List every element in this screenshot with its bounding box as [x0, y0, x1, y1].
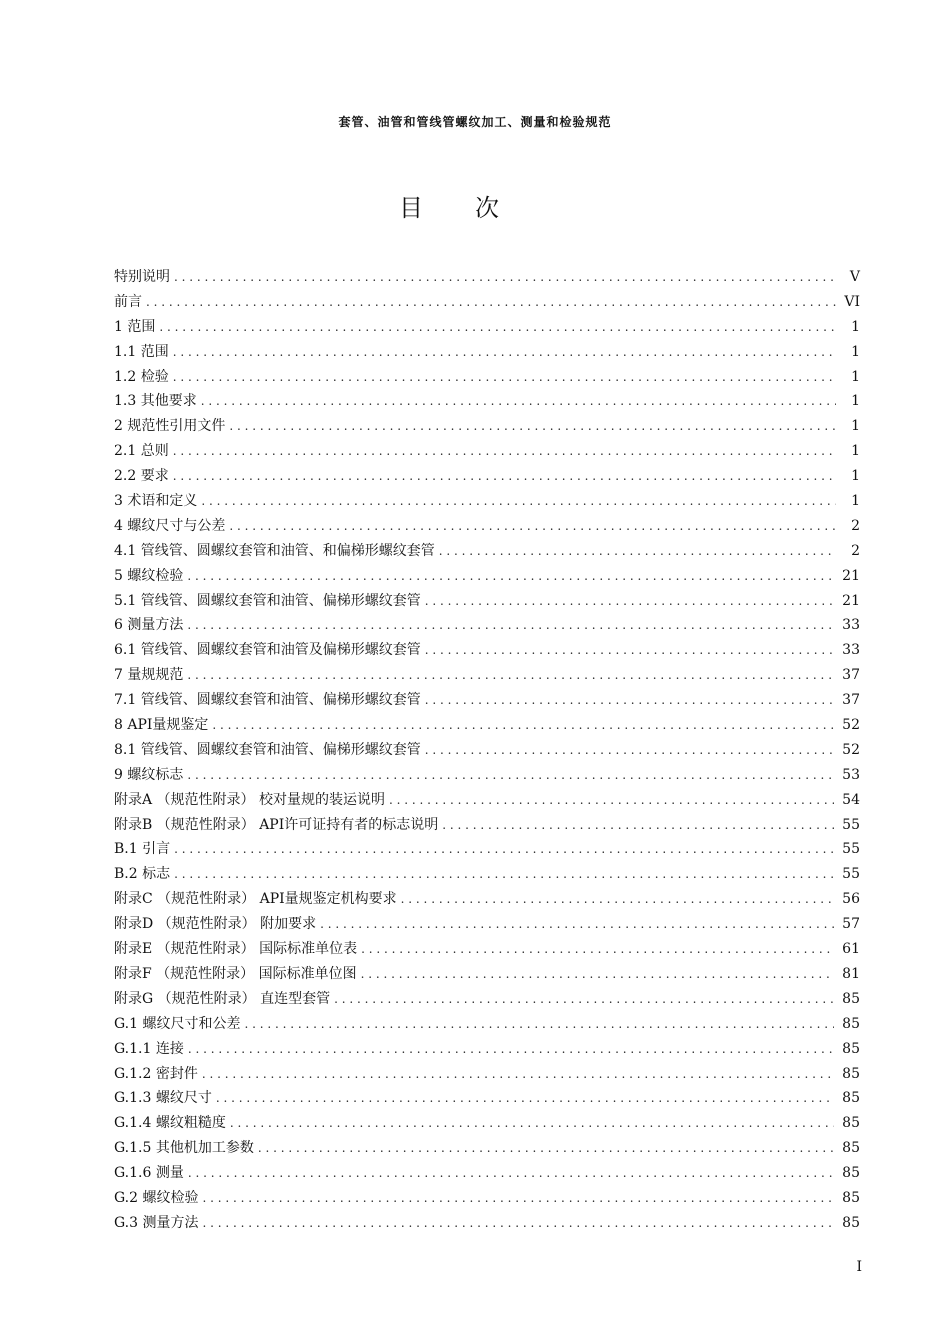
toc-entry-label: 2.1 总则: [114, 443, 169, 460]
toc-entry-page: 54: [842, 791, 860, 808]
toc-entry-page: 85: [842, 990, 860, 1007]
toc-entry[interactable]: [114, 938, 860, 963]
toc-entry-page: 2: [851, 542, 860, 559]
toc-entry-page: 81: [842, 965, 860, 982]
toc-entry-label: 附录G （规范性附录） 直连型套管: [114, 990, 331, 1007]
toc-entry[interactable]: [114, 639, 860, 664]
toc-entry[interactable]: [114, 1038, 860, 1063]
toc-entry-label: 3 术语和定义: [114, 493, 198, 510]
toc-leader-dots: [173, 444, 836, 458]
toc-entry-label: 6 测量方法: [114, 617, 184, 634]
toc-entry-label: 附录A （规范性附录） 校对量规的装运说明: [114, 791, 386, 808]
toc-leader-dots: [229, 419, 836, 433]
toc-entry-label: G.1.4 螺纹粗糙度: [114, 1115, 226, 1132]
toc-entry[interactable]: [114, 291, 860, 316]
toc-entry-label: 5.1 管线管、圆螺纹套管和油管、偏梯形螺纹套管: [114, 592, 421, 609]
toc-entry-page: 55: [842, 816, 860, 833]
toc-entry[interactable]: [114, 764, 860, 789]
toc-entry-label: G.1.6 测量: [114, 1165, 184, 1182]
toc-leader-dots: [425, 693, 834, 707]
toc-leader-dots: [389, 793, 834, 807]
toc-entry-label: G.1.2 密封件: [114, 1065, 198, 1082]
toc-leader-dots: [174, 270, 836, 284]
toc-entry[interactable]: [114, 838, 860, 863]
toc-entry-page: 1: [851, 418, 860, 435]
toc-entry[interactable]: [114, 1087, 860, 1112]
toc-entry[interactable]: [114, 789, 860, 814]
toc-leader-dots: [229, 519, 836, 533]
toc-entry[interactable]: [114, 963, 860, 988]
toc-entry-label: 4.1 管线管、圆螺纹套管和油管、和偏梯形螺纹套管: [114, 542, 435, 559]
toc-entry[interactable]: [114, 689, 860, 714]
toc-entry-label: 7.1 管线管、圆螺纹套管和油管、偏梯形螺纹套管: [114, 692, 421, 709]
toc-entry-label: 附录B （规范性附录） API许可证持有者的标志说明: [114, 816, 439, 833]
toc-entry-label: 7 量规规范: [114, 667, 184, 684]
toc-leader-dots: [258, 1141, 834, 1155]
toc-entry[interactable]: [114, 614, 860, 639]
toc-entry-label: 9 螺纹标志: [114, 766, 184, 783]
toc-entry-page: 85: [842, 1090, 860, 1107]
toc-leader-dots: [174, 842, 834, 856]
toc-entry-label: 4 螺纹尺寸与公差: [114, 517, 226, 534]
toc-leader-dots: [203, 1216, 835, 1230]
toc-entry[interactable]: [114, 316, 860, 341]
toc-leader-dots: [187, 668, 834, 682]
toc-entry-page: 33: [842, 642, 860, 659]
toc-entry[interactable]: [114, 664, 860, 689]
toc-entry[interactable]: [114, 1112, 860, 1137]
toc-entry-page: 1: [851, 493, 860, 510]
table-of-contents: [114, 266, 860, 1237]
toc-entry[interactable]: [114, 1137, 860, 1162]
toc-entry-label: 8 API量规鉴定: [114, 717, 209, 734]
toc-entry-label: 1 范围: [114, 318, 156, 335]
toc-leader-dots: [216, 1091, 834, 1105]
toc-entry-page: 85: [842, 1040, 860, 1057]
toc-entry-page: 21: [842, 592, 860, 609]
toc-leader-dots: [173, 469, 836, 483]
toc-entry-page: 37: [842, 667, 860, 684]
toc-entry[interactable]: [114, 415, 860, 440]
toc-leader-dots: [212, 718, 834, 732]
toc-entry-page: 2: [851, 517, 860, 534]
toc-entry-label: 附录F （规范性附录） 国际标准单位图: [114, 965, 357, 982]
toc-entry-page: 1: [851, 443, 860, 460]
toc-entry-label: 2.2 要求: [114, 468, 169, 485]
toc-leader-dots: [230, 1116, 834, 1130]
toc-leader-dots: [202, 1067, 834, 1081]
toc-entry[interactable]: [114, 465, 860, 490]
toc-entry-page: 85: [842, 1189, 860, 1206]
toc-entry[interactable]: [114, 888, 860, 913]
toc-leader-dots: [401, 892, 835, 906]
toc-entry[interactable]: [114, 739, 860, 764]
toc-entry-page: V: [849, 269, 860, 285]
toc-entry-label: 2 规范性引用文件: [114, 418, 226, 435]
toc-entry-label: 1.3 其他要求: [114, 393, 197, 410]
toc-entry[interactable]: [114, 515, 860, 540]
toc-entry-label: 附录D （规范性附录） 附加要求: [114, 916, 317, 933]
toc-leader-dots: [201, 394, 836, 408]
toc-leader-dots: [173, 370, 836, 384]
page-number: I: [856, 1259, 862, 1275]
toc-entry-page: 21: [842, 567, 860, 584]
toc-entry-page: 1: [851, 468, 860, 485]
toc-leader-dots: [425, 594, 834, 608]
toc-entry[interactable]: [114, 988, 860, 1013]
toc-leader-dots: [188, 1166, 834, 1180]
toc-entry-label: 附录E （规范性附录） 国际标准单位表: [114, 941, 358, 958]
toc-entry[interactable]: [114, 565, 860, 590]
toc-entry[interactable]: [114, 390, 860, 415]
toc-entry-label: 1.1 范围: [114, 343, 169, 360]
toc-entry[interactable]: [114, 863, 860, 888]
running-header: 套管、油管和管线管螺纹加工、测量和检验规范: [338, 115, 612, 129]
toc-entry[interactable]: [114, 714, 860, 739]
toc-leader-dots: [159, 320, 836, 334]
toc-entry-page: 37: [842, 692, 860, 709]
toc-leader-dots: [187, 768, 834, 782]
toc-entry[interactable]: [114, 1212, 860, 1237]
toc-entry-label: 特别说明: [114, 269, 170, 285]
toc-entry-page: 85: [842, 1140, 860, 1157]
toc-entry-page: 1: [851, 318, 860, 335]
toc-leader-dots: [361, 942, 834, 956]
toc-leader-dots: [187, 618, 834, 632]
toc-entry-page: 1: [851, 368, 860, 385]
toc-entry-label: G.2 螺纹检验: [114, 1189, 199, 1206]
toc-entry[interactable]: [114, 266, 860, 291]
toc-entry-page: 85: [842, 1214, 860, 1231]
toc-entry[interactable]: [114, 1187, 860, 1212]
toc-entry[interactable]: [114, 490, 860, 515]
toc-entry[interactable]: [114, 341, 860, 366]
toc-entry-page: 61: [842, 941, 860, 958]
toc-leader-dots: [174, 867, 834, 881]
toc-leader-dots: [146, 295, 836, 309]
toc-entry-page: VI: [844, 293, 860, 310]
toc-leader-dots: [187, 569, 834, 583]
toc-leader-dots: [203, 1191, 835, 1205]
toc-entry-page: 52: [842, 717, 860, 734]
toc-entry-label: G.1.5 其他机加工参数: [114, 1140, 254, 1157]
toc-entry-label: 附录C （规范性附录） API量规鉴定机构要求: [114, 891, 397, 908]
toc-entry[interactable]: [114, 1013, 860, 1038]
toc-entry-page: 85: [842, 1115, 860, 1132]
toc-entry-label: B.2 标志: [114, 866, 171, 883]
toc-entry-label: 8.1 管线管、圆螺纹套管和油管、偏梯形螺纹套管: [114, 741, 421, 758]
toc-entry[interactable]: [114, 440, 860, 465]
toc-leader-dots: [334, 992, 834, 1006]
toc-entry-label: 前言: [114, 293, 142, 310]
toc-entry-page: 53: [842, 766, 860, 783]
toc-entry-page: 55: [842, 866, 860, 883]
toc-entry-label: 5 螺纹检验: [114, 567, 184, 584]
toc-entry-page: 1: [851, 393, 860, 410]
toc-leader-dots: [188, 1042, 834, 1056]
toc-entry-label: G.1.1 连接: [114, 1040, 184, 1057]
toc-leader-dots: [245, 1017, 835, 1031]
toc-leader-dots: [439, 544, 836, 558]
toc-leader-dots: [201, 494, 836, 508]
toc-entry[interactable]: [114, 1063, 860, 1088]
toc-entry-page: 52: [842, 741, 860, 758]
toc-entry[interactable]: [114, 814, 860, 839]
toc-entry-page: 85: [842, 1015, 860, 1032]
toc-entry-label: 6.1 管线管、圆螺纹套管和油管及偏梯形螺纹套管: [114, 642, 421, 659]
toc-leader-dots: [320, 917, 834, 931]
toc-entry-page: 85: [842, 1165, 860, 1182]
toc-entry[interactable]: [114, 540, 860, 565]
toc-entry[interactable]: [114, 1162, 860, 1187]
toc-leader-dots: [442, 818, 834, 832]
toc-title: 目次: [399, 194, 551, 222]
toc-entry-label: 1.2 检验: [114, 368, 169, 385]
toc-entry-label: G.1 螺纹尺寸和公差: [114, 1015, 241, 1032]
toc-leader-dots: [425, 643, 834, 657]
toc-entry-page: 85: [842, 1065, 860, 1082]
toc-entry-label: B.1 引言: [114, 841, 171, 858]
toc-entry[interactable]: [114, 366, 860, 391]
toc-entry-page: 1: [851, 343, 860, 360]
toc-entry-page: 33: [842, 617, 860, 634]
toc-entry[interactable]: [114, 590, 860, 615]
toc-leader-dots: [425, 743, 834, 757]
toc-entry[interactable]: [114, 913, 860, 938]
toc-leader-dots: [173, 345, 836, 359]
toc-entry-page: 55: [842, 841, 860, 858]
toc-leader-dots: [361, 967, 835, 981]
toc-entry-label: G.3 测量方法: [114, 1214, 199, 1231]
toc-entry-page: 57: [842, 916, 860, 933]
toc-entry-page: 56: [842, 891, 860, 908]
toc-entry-label: G.1.3 螺纹尺寸: [114, 1090, 212, 1107]
